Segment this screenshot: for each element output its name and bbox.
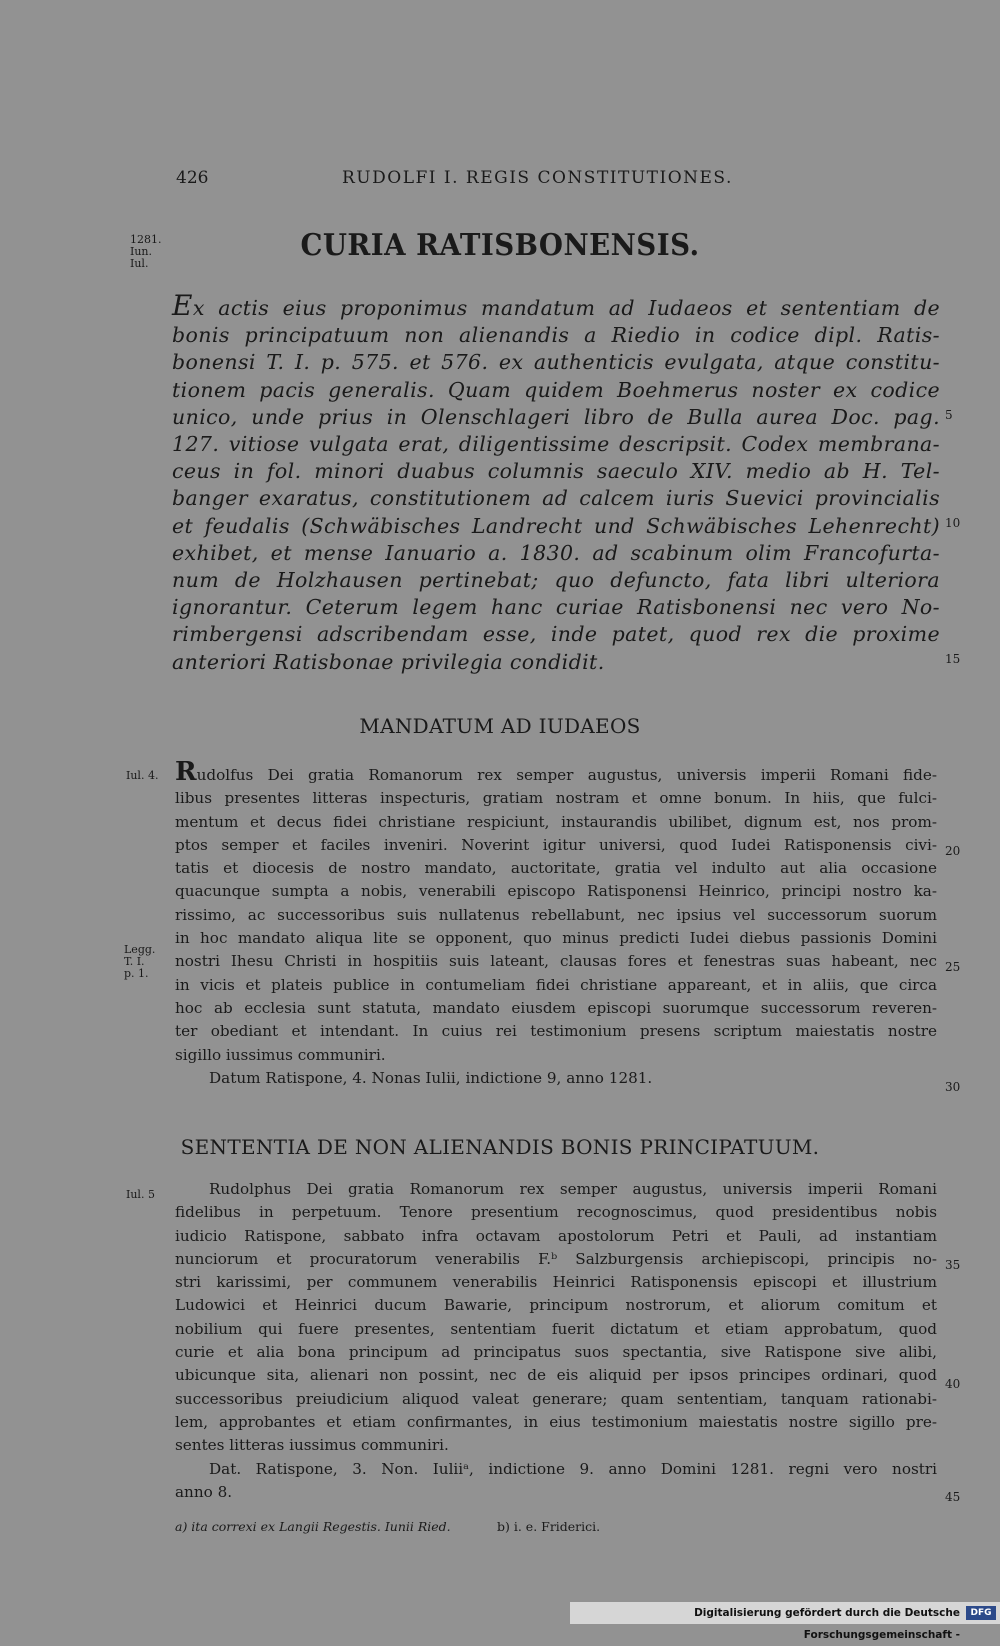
intro-line: et feudalis (Schwäbisches Landrecht und Schwäbisches Lehenrecht) [172, 513, 940, 538]
text-line: libus presentes litteras inspecturis, gratiam nostram et omne bonum. In hiis, que fulci- [175, 789, 937, 808]
margin-month-iun: Iun. [130, 245, 153, 258]
intro-line: exhibet, et mense Ianuario a. 1830. ad scabinum olim Francofurta- [172, 540, 940, 565]
text-line: sigillo iussimus communiri. [175, 1045, 386, 1064]
text-line: in vicis et plateis publice in contumeliam fidei christiane appareant, et in aliis, que circa [175, 975, 937, 994]
text-line: sentes litteras iussimus communiri. [175, 1436, 449, 1455]
intro-line: unico, unde prius in Olenschlageri libro de Bulla aurea Doc. pag. [172, 404, 940, 429]
text-line: Rudolphus Dei gratia Romanorum rex semper augustus, universis imperii Romani [209, 1180, 937, 1198]
mandatum-initial: R [175, 757, 197, 787]
text-line: iudicio Ratispone, sabbato infra octavam apostolorum Petri et Pauli, ad instantiam [175, 1226, 937, 1245]
intro-paragraph [172, 289, 940, 676]
line-number: 20 [945, 844, 961, 858]
margin-legg-page: p. 1. [124, 967, 149, 980]
intro-line: ignorantur. Ceterum legem hanc curiae Ratisbonensi nec vero No- [172, 595, 940, 620]
running-header [0, 168, 1000, 192]
dfg-logo-icon: DFG [966, 1606, 996, 1620]
intro-line: ceus in fol. minori duabus columnis saeculo XIV. medio ab H. Tel- [172, 459, 940, 484]
margin-legg-label: Legg. [124, 943, 156, 956]
text-line: in hoc mandato aliqua lite se opponent, quo minus predicti Iudei diebus passionis Domini [175, 929, 937, 948]
margin-year: 1281. [130, 233, 162, 246]
margin-iul4: Iul. 4. [126, 769, 159, 782]
text-line: nostri Ihesu Christi in hospitiis suis lateant, clausas fores et fenestras suas habeant, nec [175, 952, 937, 971]
footnote-b: b) i. e. Friderici. [497, 1519, 601, 1534]
line-number: 40 [945, 1377, 961, 1391]
line-number: 25 [945, 960, 961, 974]
dat-line: anno 8. [175, 1482, 233, 1501]
text-line: fidelibus in perpetuum. Tenore presentium recognoscimus, quod presidentibus nobis [175, 1203, 937, 1222]
page-title: CURIA RATISBONENSIS. [300, 228, 700, 263]
intro-line: num de Holzhausen pertinebat; quo defuncto, fata libri ulteriora [172, 568, 940, 593]
intro-line: tionem pacis generalis. Quam quidem Boehmerus noster ex codice [172, 377, 940, 402]
intro-line: rimbergensi adscribendam esse, inde patet, quod rex die proxime [172, 622, 940, 647]
text-line: rissimo, ac successoribus suis nullatenus rebellabunt, nec ipsius vel successorum suorum [175, 905, 937, 924]
text-line: lem, approbantes et etiam confirmantes, in eius testimonium maiestatis nostre sigillo pre- [175, 1412, 937, 1431]
intro-line: 127. vitiose vulgata erat, diligentissime descripsit. Codex membrana- [172, 432, 940, 457]
text-line: nobilium qui fuere presentes, sententiam fuerit dictatum et etiam approbatum, quod [175, 1319, 937, 1338]
intro-line: bonis principatuum non alienandis a Riedio in codice dipl. Ratis- [172, 323, 940, 348]
intro-line: banger exaratus, constitutionem ad calcem iuris Suevici provincialis [172, 486, 940, 511]
text-line: ter obediant et intendant. In cuius rei testimonium presens scriptum maiestatis nostre [175, 1022, 937, 1041]
text-line: ubicunque sita, alienari non possint, nec de eis aliquid per ipsos principes ordinari, quod [175, 1366, 937, 1385]
intro-line: anteriori Ratisbonae privilegia condidit. [172, 649, 605, 674]
text-line: ptos semper et faciles inveniri. Noverint igitur universi, quod Iudei Ratisponensis civi- [175, 835, 937, 854]
text-line: mentum et decus fidei christiane respiciunt, instaurandis ubilibet, dignum est, nos prom- [175, 812, 937, 831]
margin-legg [124, 944, 155, 980]
text-line: successoribus preiudicium aliquod valeat generare; quam sententiam, tanquam rationabi- [175, 1389, 937, 1408]
line-number: 15 [945, 652, 961, 666]
text-line: udolfus Dei gratia Romanorum rex semper augustus, universis imperii Romani fide- [196, 766, 937, 784]
intro-initial: E [172, 289, 193, 322]
section-title-sententia: SENTENTIA DE NON ALIENANDIS BONIS PRINCIPATUUM. [180, 1135, 820, 1159]
intro-line: bonensi T. I. p. 575. et 576. ex authenticis evulgata, atque constitu- [172, 350, 940, 375]
margin-month-iul: Iul. [130, 257, 149, 270]
margin-legg-tome: T. I. [124, 955, 145, 968]
text-line: Ludowici et Heinrici ducum Bawarie, principum nostrorum, et aliorum comitum et [175, 1296, 937, 1315]
datum-line: Datum Ratispone, 4. Nonas Iulii, indictione 9, anno 1281. [209, 1068, 653, 1087]
section-title-mandatum: MANDATUM AD IUDAEOS [359, 714, 641, 738]
text-line: curie et alia bona principum ad principatus suos spectantia, sive Ratispone sive alibi, [175, 1343, 937, 1362]
line-number: 10 [945, 516, 961, 530]
sententia-text [175, 1178, 937, 1504]
footer-text: Digitalisierung gefördert durch die Deutsche Forschungsgemeinschaft - [694, 1607, 960, 1641]
mandatum-text [175, 757, 937, 1090]
text-line: nunciorum et procuratorum venerabilis F.ᵇ Salzburgensis archiepiscopi, principis no- [175, 1249, 937, 1268]
dfg-footer [570, 1602, 1000, 1641]
line-number: 45 [945, 1490, 961, 1504]
text-line: hoc ab ecclesia sunt statuta, mandato eiusdem episcopi suorumque successorum reveren- [175, 998, 937, 1017]
intro-line: x actis eius proponimus mandatum ad Iudaeos et sententiam de [192, 296, 940, 320]
text-line: quacunque sumpta a nobis, venerabili episcopo Ratisponensi Heinrico, principi nostro ka- [175, 882, 937, 901]
line-number: 30 [945, 1080, 961, 1094]
margin-iul5: Iul. 5 [126, 1188, 155, 1201]
text-line: stri karissimi, per communem venerabilis Heinrici Ratisponensis episcopi et illustrium [175, 1273, 937, 1292]
running-title: RUDOLFI I. REGIS CONSTITUTIONES. [342, 168, 733, 188]
line-number: 5 [945, 408, 953, 422]
line-number: 35 [945, 1258, 961, 1272]
footnote-a: a) ita correxi ex Langii Regestis. Iunii Ried. [175, 1519, 451, 1534]
dat-line: Dat. Ratispone, 3. Non. Iuliiᵃ, indictione 9. anno Domini 1281. regni vero nostri [209, 1459, 937, 1478]
page-number: 426 [176, 168, 209, 188]
text-line: tatis et diocesis de nostro mandato, auctoritate, gratia vel indulto aut alia occasione [175, 859, 937, 878]
